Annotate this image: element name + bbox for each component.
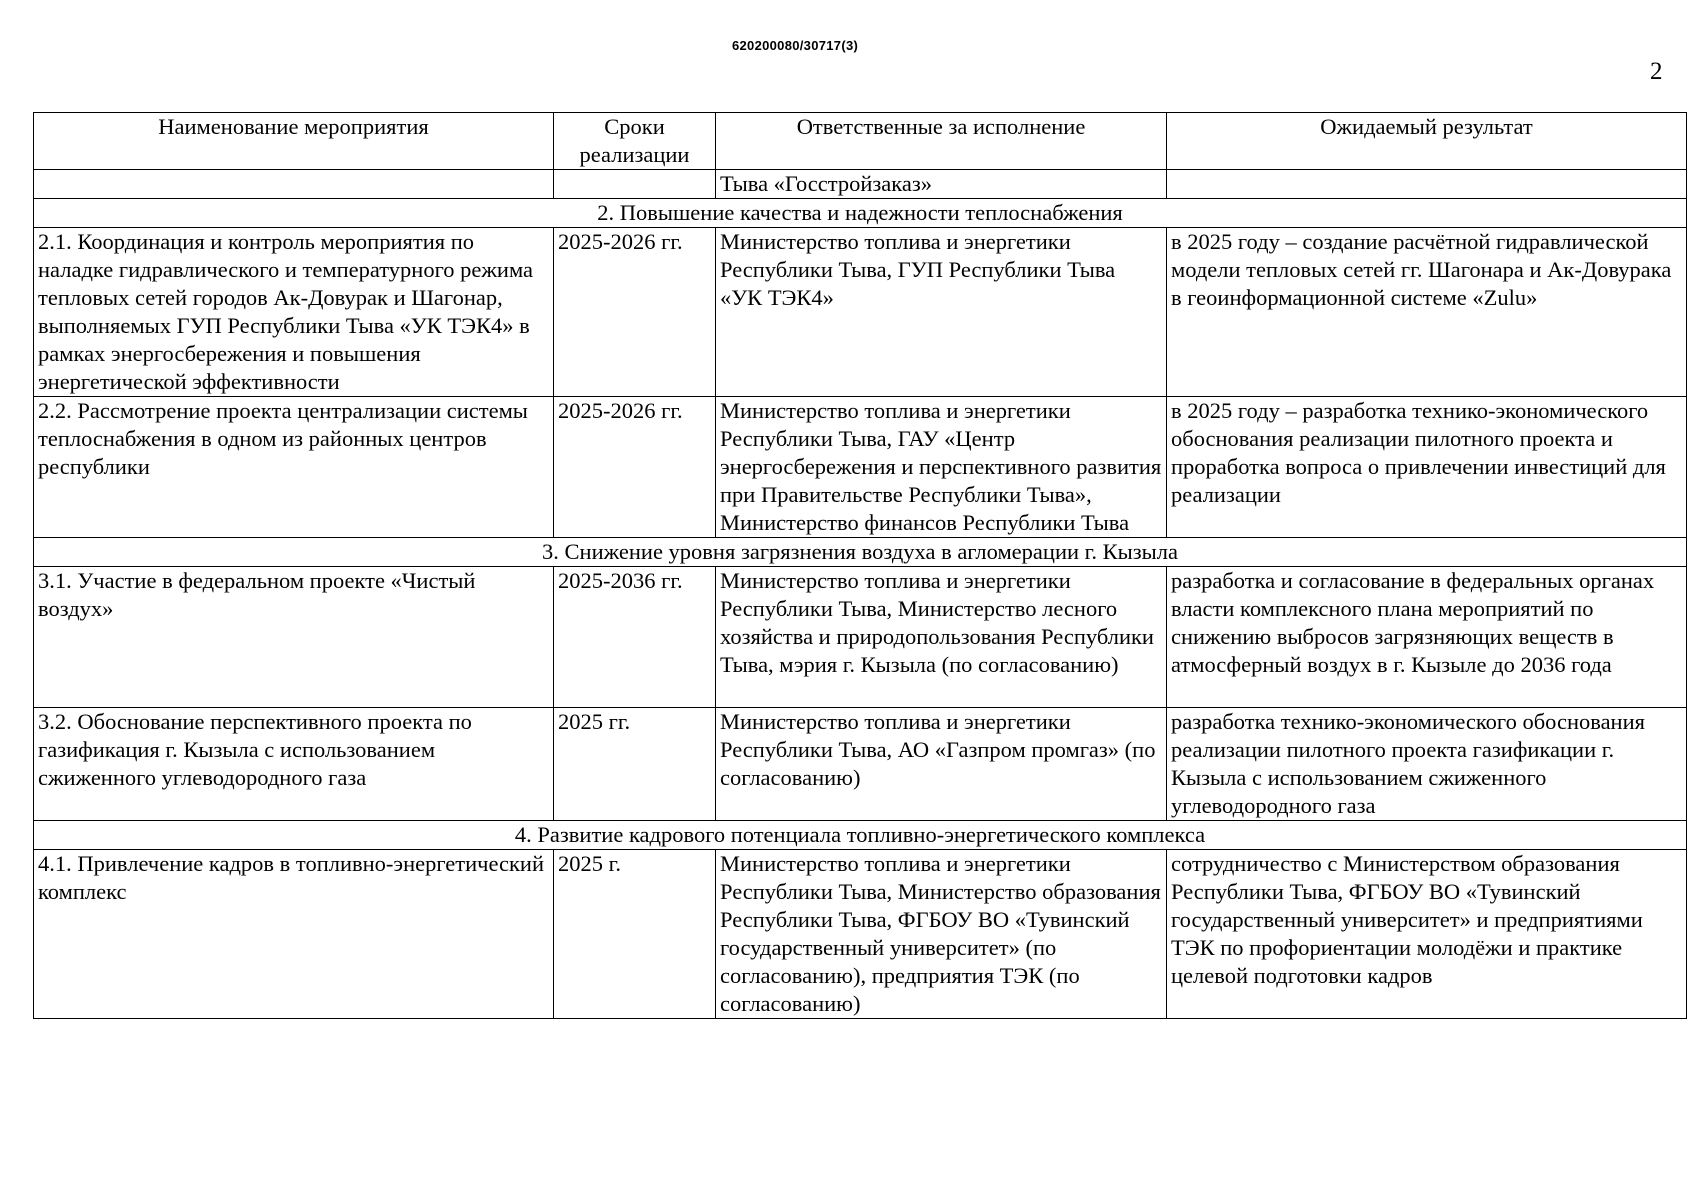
- cell-term: 2025-2036 гг.: [554, 567, 716, 708]
- cell-name: 3.2. Обоснование перспективного проекта по газификация г. Кызыла с использованием сжиженного углеводородного газа: [34, 708, 554, 821]
- cell-name: 2.1. Координация и контроль мероприятия по наладке гидравлического и температурного режима тепловых сетей городов Ак-Довурак и Шагонар, выполняемых ГУП Республики Тыва «УК ТЭК4» в рамках энергосбережения и повышения энергетической эффективности: [34, 228, 554, 397]
- cell-result: разработка и согласование в федеральных органах власти комплексного плана мероприятий по снижению выбросов загрязняющих веществ в атмосферный воздух в г. Кызыле до 2036 года: [1167, 567, 1687, 708]
- column-header-name: Наименование мероприятия: [34, 113, 554, 170]
- cell-result: в 2025 году – создание расчётной гидравлической модели тепловых сетей гг. Шагонара и Ак-Довурака в геоинформационной системе «Zulu»: [1167, 228, 1687, 397]
- cell-responsible: Министерство топлива и энергетики Республики Тыва, Министерство образования Республики Тыва, ФГБОУ ВО «Тувинский государственный университет» (по согласованию), предприятия ТЭК (по согласованию): [716, 850, 1167, 1019]
- section-title: 3. Снижение уровня загрязнения воздуха в агломерации г. Кызыла: [34, 538, 1687, 567]
- cell-responsible: Министерство топлива и энергетики Республики Тыва, АО «Газпром промгаз» (по согласованию): [716, 708, 1167, 821]
- column-header-term: Сроки реализации: [554, 113, 716, 170]
- section-row: [34, 538, 1687, 567]
- document-registration-number: 620200080/30717(3): [732, 38, 859, 53]
- cell-name: [34, 170, 554, 199]
- cell-term: [554, 170, 716, 199]
- table-row: [34, 708, 1687, 821]
- table-row: [34, 397, 1687, 538]
- cell-term: 2025 г.: [554, 850, 716, 1019]
- cell-result: сотрудничество с Министерством образования Республики Тыва, ФГБОУ ВО «Тувинский государственный университет» и предприятиями ТЭК по профориентации молодёжи и практике целевой подготовки кадров: [1167, 850, 1687, 1019]
- section-title: 4. Развитие кадрового потенциала топливно-энергетического комплекса: [34, 821, 1687, 850]
- cell-name: 3.1. Участие в федеральном проекте «Чистый воздух»: [34, 567, 554, 708]
- measures-table: [33, 112, 1687, 1019]
- cell-term: 2025 гг.: [554, 708, 716, 821]
- cell-result: разработка технико-экономического обоснования реализации пилотного проекта газификации г. Кызыла с использованием сжиженного углеводородного газа: [1167, 708, 1687, 821]
- section-row: [34, 199, 1687, 228]
- cell-result: в 2025 году – разработка технико-экономического обоснования реализации пилотного проекта и проработка вопроса о привлечении инвестиций для реализации: [1167, 397, 1687, 538]
- section-title: 2. Повышение качества и надежности теплоснабжения: [34, 199, 1687, 228]
- table-row: [34, 228, 1687, 397]
- cell-responsible: Министерство топлива и энергетики Республики Тыва, Министерство лесного хозяйства и природопользования Республики Тыва, мэрия г. Кызыла (по согласованию): [716, 567, 1167, 708]
- cell-name: 4.1. Привлечение кадров в топливно-энергетический комплекс: [34, 850, 554, 1019]
- cell-name: 2.2. Рассмотрение проекта централизации системы теплоснабжения в одном из районных центров республики: [34, 397, 554, 538]
- cell-result: [1167, 170, 1687, 199]
- table-header-row: [34, 113, 1687, 170]
- continuation-row: [34, 170, 1687, 199]
- cell-responsible: Министерство топлива и энергетики Республики Тыва, ГУП Республики Тыва «УК ТЭК4»: [716, 228, 1167, 397]
- cell-term: 2025-2026 гг.: [554, 397, 716, 538]
- section-row: [34, 821, 1687, 850]
- column-header-result: Ожидаемый результат: [1167, 113, 1687, 170]
- cell-responsible: Министерство топлива и энергетики Республики Тыва, ГАУ «Центр энергосбережения и перспективного развития при Правительстве Республики Тыва», Министерство финансов Республики Тыва: [716, 397, 1167, 538]
- table-row: [34, 850, 1687, 1019]
- cell-term: 2025-2026 гг.: [554, 228, 716, 397]
- table-row: [34, 567, 1687, 708]
- column-header-responsible: Ответственные за исполнение: [716, 113, 1167, 170]
- page-number: 2: [1650, 58, 1663, 85]
- cell-responsible: Тыва «Госстройзаказ»: [716, 170, 1167, 199]
